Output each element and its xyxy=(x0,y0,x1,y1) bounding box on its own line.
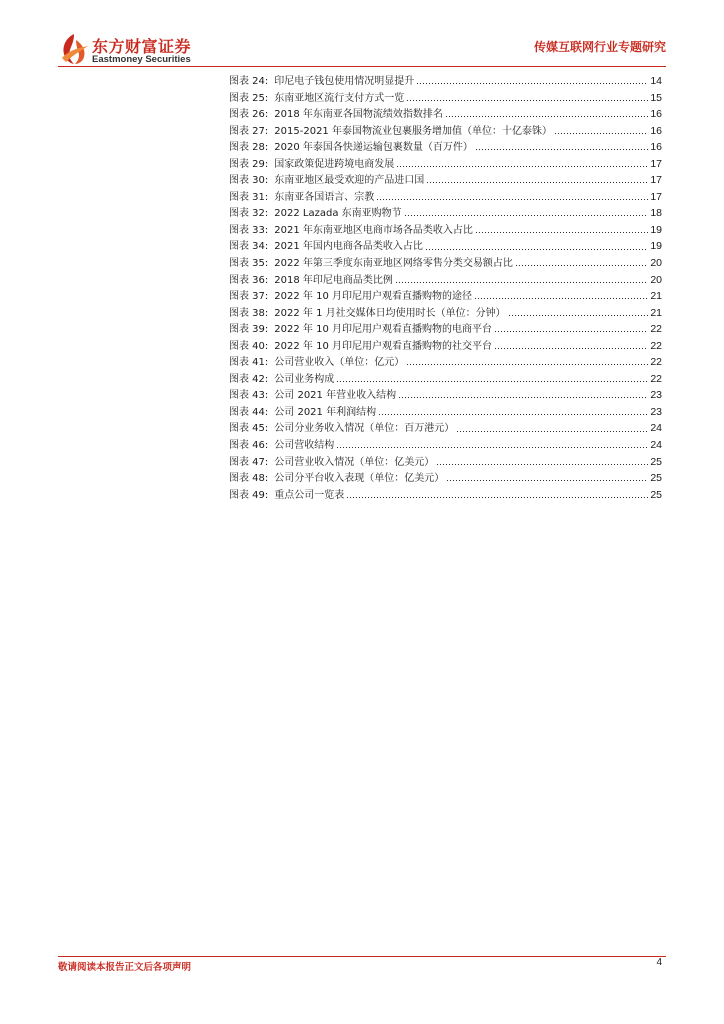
toc-entry-page: 16 xyxy=(650,108,662,121)
toc-entry[interactable] xyxy=(229,172,662,189)
toc-entry[interactable] xyxy=(229,321,662,338)
toc-entry-label: 图表 39: xyxy=(229,324,269,336)
toc-dot-leader xyxy=(396,164,648,168)
toc-entry-label: 图表 41: xyxy=(229,357,269,369)
figure-index-list xyxy=(229,73,662,503)
brand-name-en: Eastmoney Securities xyxy=(92,54,191,65)
toc-entry-title: 2018 年东南亚各国物流绩效指数排名 xyxy=(274,109,443,121)
toc-entry-title: 2022 年 10 月印尼用户观看直播购物的社交平台 xyxy=(274,340,492,352)
toc-dot-leader xyxy=(336,446,648,450)
toc-dot-leader xyxy=(346,495,648,499)
toc-entry[interactable] xyxy=(229,420,662,437)
toc-dot-leader xyxy=(336,379,648,383)
header-divider xyxy=(58,66,666,67)
toc-entry[interactable] xyxy=(229,106,662,123)
toc-dot-leader xyxy=(376,197,648,201)
toc-entry[interactable] xyxy=(229,454,662,471)
toc-entry-title: 东南亚地区流行支付方式一览 xyxy=(274,92,405,104)
toc-entry-page: 16 xyxy=(650,141,662,154)
toc-entry-title: 公司业务构成 xyxy=(274,373,335,385)
toc-dot-leader xyxy=(494,330,648,334)
toc-entry-title: 2020 年泰国各快递运输包裹数量（百万件） xyxy=(274,142,473,154)
toc-entry-page: 24 xyxy=(650,422,662,435)
toc-entry-title: 公司营收结构 xyxy=(274,440,335,452)
toc-dot-leader xyxy=(475,148,648,152)
toc-entry-label: 图表 46: xyxy=(229,440,269,452)
toc-entry-title: 东南亚各国语言、宗教 xyxy=(274,191,375,203)
toc-entry-page: 18 xyxy=(650,207,662,220)
toc-entry[interactable] xyxy=(229,73,662,90)
toc-dot-leader xyxy=(554,131,648,135)
toc-entry-label: 图表 49: xyxy=(229,489,269,501)
brand-logo xyxy=(58,30,228,70)
toc-dot-leader xyxy=(475,230,648,234)
disclaimer-text: 敬请阅读本报告正文后各项声明 xyxy=(58,962,192,973)
toc-entry-label: 图表 29: xyxy=(229,158,269,170)
toc-entry-title: 公司分业务收入情况（单位：百万港元） xyxy=(274,423,455,435)
toc-entry-page: 22 xyxy=(650,356,662,369)
toc-entry-page: 17 xyxy=(650,174,662,187)
toc-entry-page: 24 xyxy=(650,439,662,452)
toc-entry-page: 21 xyxy=(650,306,662,319)
toc-entry-page: 25 xyxy=(650,472,662,485)
toc-entry-label: 图表 24: xyxy=(229,76,269,87)
toc-entry-title: 公司营业收入（单位：亿元） xyxy=(274,357,405,369)
toc-entry-page: 22 xyxy=(650,372,662,385)
toc-entry-label: 图表 43: xyxy=(229,390,269,402)
toc-entry-page: 22 xyxy=(650,339,662,352)
toc-dot-leader xyxy=(508,313,649,317)
toc-entry[interactable] xyxy=(229,222,662,239)
toc-entry-label: 图表 26: xyxy=(229,109,269,121)
toc-entry-title: 印尼电子钱包使用情况明显提升 xyxy=(274,76,415,87)
toc-entry-page: 20 xyxy=(650,257,662,270)
toc-entry-label: 图表 28: xyxy=(229,142,269,154)
toc-entry-page: 16 xyxy=(650,124,662,137)
toc-entry[interactable] xyxy=(229,371,662,388)
toc-dot-leader xyxy=(406,98,648,102)
page-header xyxy=(0,0,724,72)
toc-entry-label: 图表 27: xyxy=(229,125,269,137)
toc-entry[interactable] xyxy=(229,139,662,156)
toc-dot-leader xyxy=(445,115,648,119)
toc-entry-title: 公司分平台收入表现（单位：亿美元） xyxy=(274,473,445,485)
toc-entry[interactable] xyxy=(229,189,662,206)
toc-entry-title: 2022 Lazada 东南亚购物节 xyxy=(274,208,402,220)
toc-entry-label: 图表 32: xyxy=(229,208,269,220)
toc-entry-label: 图表 47: xyxy=(229,456,269,468)
toc-entry[interactable] xyxy=(229,338,662,355)
footer-divider xyxy=(58,956,666,957)
toc-dot-leader xyxy=(416,82,648,86)
toc-entry[interactable] xyxy=(229,205,662,222)
toc-dot-leader xyxy=(436,462,648,466)
toc-entry[interactable] xyxy=(229,156,662,173)
toc-dot-leader xyxy=(456,429,648,433)
toc-entry[interactable] xyxy=(229,90,662,107)
toc-entry[interactable] xyxy=(229,255,662,272)
toc-entry-label: 图表 37: xyxy=(229,291,269,303)
toc-entry-label: 图表 45: xyxy=(229,423,269,435)
toc-entry-page: 14 xyxy=(650,75,662,87)
toc-entry[interactable] xyxy=(229,437,662,454)
toc-dot-leader xyxy=(426,181,648,185)
toc-entry-page: 25 xyxy=(650,488,662,501)
toc-entry-label: 图表 36: xyxy=(229,274,269,286)
toc-entry-title: 2022 年 1 月社交媒体日均使用时长（单位：分钟） xyxy=(274,307,506,319)
toc-entry-page: 20 xyxy=(650,273,662,286)
toc-entry-title: 2021 年东南亚地区电商市场各品类收入占比 xyxy=(274,224,473,236)
toc-entry-label: 图表 40: xyxy=(229,340,269,352)
toc-entry-label: 图表 31: xyxy=(229,191,269,203)
toc-entry-title: 2021 年国内电商各品类收入占比 xyxy=(274,241,423,253)
toc-entry-title: 2022 年 10 月印尼用户观看直播购物的电商平台 xyxy=(274,324,492,336)
toc-entry-title: 东南亚地区最受欢迎的产品进口国 xyxy=(274,175,425,187)
toc-entry[interactable] xyxy=(229,470,662,487)
toc-dot-leader xyxy=(474,297,648,301)
toc-entry[interactable] xyxy=(229,123,662,140)
toc-entry[interactable] xyxy=(229,305,662,322)
toc-dot-leader xyxy=(494,346,648,350)
toc-entry-page: 25 xyxy=(650,455,662,468)
report-type-label: 传媒互联网行业专题研究 xyxy=(533,40,666,54)
toc-entry-title: 国家政策促进跨境电商发展 xyxy=(274,158,395,170)
toc-entry-label: 图表 34: xyxy=(229,241,269,253)
toc-entry-page: 21 xyxy=(650,290,662,303)
toc-dot-leader xyxy=(378,412,648,416)
toc-dot-leader xyxy=(398,396,648,400)
toc-entry-page: 23 xyxy=(650,405,662,418)
brand-name-cn: 东方财富证券 xyxy=(92,37,192,56)
toc-entry-label: 图表 38: xyxy=(229,307,269,319)
toc-entry[interactable] xyxy=(229,272,662,289)
toc-dot-leader xyxy=(404,214,649,218)
toc-dot-leader xyxy=(395,280,648,284)
toc-entry-label: 图表 33: xyxy=(229,224,269,236)
toc-entry-title: 公司营业收入情况（单位：亿美元） xyxy=(274,456,435,468)
toc-entry-label: 图表 35: xyxy=(229,258,269,270)
page-number: 4 xyxy=(656,957,662,968)
toc-entry[interactable] xyxy=(229,387,662,404)
toc-dot-leader xyxy=(515,264,648,268)
toc-entry-page: 22 xyxy=(650,323,662,336)
toc-entry-page: 23 xyxy=(650,389,662,402)
toc-entry-title: 2015-2021 年泰国物流业包裹服务增加值（单位：十亿泰铢） xyxy=(274,125,552,137)
toc-entry-title: 2022 年 10 月印尼用户观看直播购物的途径 xyxy=(274,291,472,303)
toc-dot-leader xyxy=(446,479,648,483)
toc-entry-label: 图表 42: xyxy=(229,373,269,385)
toc-entry-page: 15 xyxy=(650,91,662,104)
toc-entry-label: 图表 48: xyxy=(229,473,269,485)
toc-entry-label: 图表 30: xyxy=(229,175,269,187)
toc-entry-title: 公司 2021 年利润结构 xyxy=(274,406,377,418)
toc-entry[interactable] xyxy=(229,404,662,421)
toc-entry-title: 2022 年第三季度东南亚地区网络零售分类交易额占比 xyxy=(274,258,513,270)
toc-entry-title: 重点公司一览表 xyxy=(274,489,345,501)
toc-entry[interactable] xyxy=(229,238,662,255)
toc-entry-page: 17 xyxy=(650,190,662,203)
toc-entry-page: 19 xyxy=(650,240,662,253)
toc-entry[interactable] xyxy=(229,354,662,371)
toc-entry-page: 19 xyxy=(650,223,662,236)
toc-entry[interactable] xyxy=(229,288,662,305)
eastmoney-logo-icon xyxy=(58,32,90,66)
toc-entry-page: 17 xyxy=(650,157,662,170)
toc-entry-label: 图表 44: xyxy=(229,406,269,418)
toc-entry-title: 公司 2021 年营业收入结构 xyxy=(274,390,397,402)
toc-entry-title: 2018 年印尼电商品类比例 xyxy=(274,274,393,286)
toc-dot-leader xyxy=(425,247,648,251)
toc-entry[interactable] xyxy=(229,487,662,504)
toc-entry-label: 图表 25: xyxy=(229,92,269,104)
toc-dot-leader xyxy=(406,363,648,367)
